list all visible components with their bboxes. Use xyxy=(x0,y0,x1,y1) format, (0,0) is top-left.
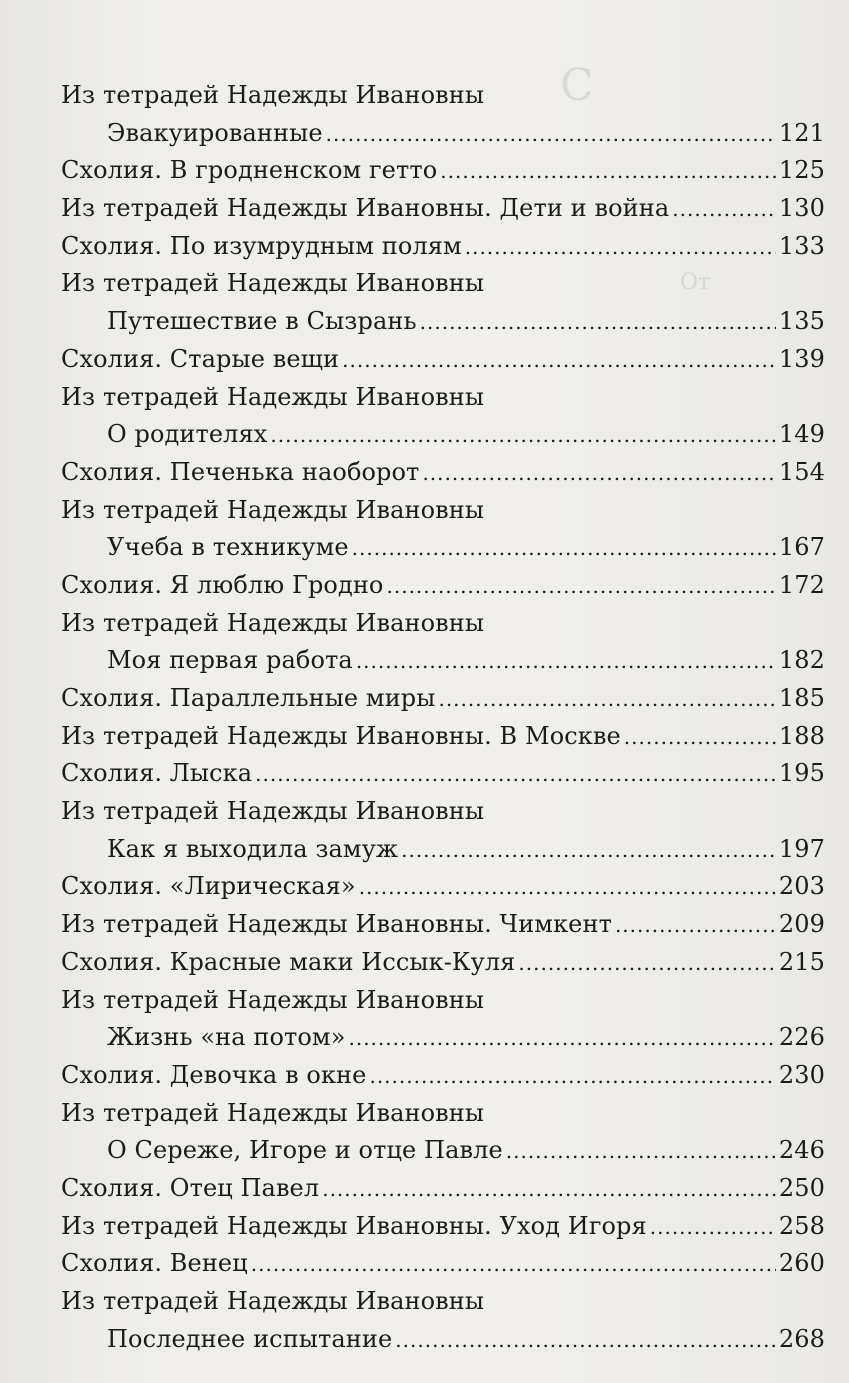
toc-page-number: 188 xyxy=(778,721,825,750)
toc-entry-title: Схолия. Лыска xyxy=(61,759,253,788)
toc-entry-title: Из тетрадей Надежды Ивановны. В Москве xyxy=(61,721,621,750)
toc-entry-title: Схолия. Красные маки Иссык-Куля xyxy=(61,947,516,976)
toc-entry xyxy=(61,1019,825,1057)
toc-entry-title: Из тетрадей Надежды Ивановны. Дети и война xyxy=(61,194,670,223)
toc-page-number: 133 xyxy=(778,231,825,260)
toc-page-number: 258 xyxy=(778,1211,825,1240)
toc-entry xyxy=(61,1321,825,1359)
toc-entry-title: Моя первая работа xyxy=(107,646,353,675)
toc-entry-title: Схолия. Отец Павел xyxy=(61,1173,320,1202)
toc-entry-title: Из тетрадей Надежды Ивановны xyxy=(61,81,485,109)
toc-entry xyxy=(61,1057,825,1095)
toc-entry xyxy=(61,115,825,153)
toc-page-number: 215 xyxy=(778,947,825,976)
show-through-text: С xyxy=(560,60,594,111)
toc-entry-title: Схолия. Я люблю Гродно xyxy=(61,570,384,599)
toc-page-number: 125 xyxy=(778,156,825,185)
toc-entry xyxy=(61,1208,825,1246)
toc-page-number: 226 xyxy=(778,1023,825,1052)
toc-page-number: 130 xyxy=(778,194,825,223)
toc-entry xyxy=(61,1170,825,1208)
toc-entry xyxy=(61,341,825,379)
toc-entry-title: Схолия. «Лирическая» xyxy=(61,872,356,901)
toc-entry xyxy=(61,228,825,266)
toc-page-number: 167 xyxy=(778,533,825,562)
toc-entry xyxy=(61,755,825,793)
toc-leader-dots xyxy=(251,1246,776,1284)
toc-leader-dots xyxy=(420,304,776,342)
toc-entry-title: Из тетрадей Надежды Ивановны xyxy=(61,269,485,298)
toc-entry xyxy=(61,152,825,190)
toc-leader-dots xyxy=(342,342,776,380)
toc-entry-title: Из тетрадей Надежды Ивановны xyxy=(61,495,485,524)
toc-entry-title: Учеба в техникуме xyxy=(107,533,349,562)
toc-leader-dots xyxy=(369,1058,775,1096)
toc-leader-dots xyxy=(672,191,776,229)
toc-page-number: 135 xyxy=(778,307,825,336)
toc-entry-title: О Сереже, Игоре и отце Павле xyxy=(107,1136,503,1165)
toc-page-number: 260 xyxy=(778,1249,825,1278)
toc-leader-dots xyxy=(401,832,776,870)
toc-leader-dots xyxy=(270,417,775,455)
toc-page-number: 185 xyxy=(778,684,825,712)
toc-entry-title: Схолия. Параллельные миры xyxy=(61,684,436,712)
toc-page-number: 197 xyxy=(778,834,825,863)
toc-leader-dots xyxy=(387,568,776,606)
toc-entry xyxy=(61,680,825,718)
toc-entry-title: Схолия. Девочка в окне xyxy=(61,1060,367,1089)
toc-entry xyxy=(61,1283,825,1321)
toc-page-number: 230 xyxy=(778,1060,825,1089)
toc-page-number: 203 xyxy=(778,872,825,901)
toc-entry xyxy=(61,416,825,454)
toc-entry xyxy=(61,77,825,115)
toc-leader-dots xyxy=(438,681,775,719)
toc-entry-title: Из тетрадей Надежды Ивановны. Уход Игоря xyxy=(61,1211,647,1240)
toc-leader-dots xyxy=(395,1322,776,1360)
toc-leader-dots xyxy=(624,719,776,757)
toc-entry xyxy=(61,190,825,228)
toc-entry-title: Как я выходила замуж xyxy=(107,834,399,863)
toc-entry xyxy=(61,379,825,417)
toc-page-number: 209 xyxy=(778,910,825,939)
toc-entry-title: Из тетрадей Надежды Ивановны. Чимкент xyxy=(61,910,612,939)
toc-entry-title: Из тетрадей Надежды Ивановны xyxy=(61,1098,485,1127)
toc-leader-dots xyxy=(356,643,776,681)
toc-entry-title: О родителях xyxy=(107,420,268,449)
toc-entry xyxy=(61,831,825,869)
toc-page-number: 250 xyxy=(778,1173,825,1202)
toc-entry xyxy=(61,605,825,643)
toc-entry-title: Схолия. Печенька наоборот xyxy=(61,457,420,486)
toc-entry-title: Схолия. Старые вещи xyxy=(61,344,340,373)
toc-page-number: 195 xyxy=(778,759,825,788)
toc-leader-dots xyxy=(326,116,776,154)
toc-entry-title: Из тетрадей Надежды Ивановны xyxy=(61,382,485,411)
toc-leader-dots xyxy=(255,756,776,794)
toc-entry xyxy=(61,1095,825,1133)
toc-entry-title: Схолия. В гродненском гетто xyxy=(61,156,438,185)
toc-page-number: 149 xyxy=(778,420,825,449)
toc-entry xyxy=(61,868,825,906)
toc-page-number: 154 xyxy=(778,457,825,486)
toc-entry xyxy=(61,303,825,341)
toc-leader-dots xyxy=(352,530,776,568)
toc-entry-title: Жизнь «на потом» xyxy=(107,1023,346,1052)
toc-entry xyxy=(61,454,825,492)
toc-entry xyxy=(61,265,825,303)
toc-entry xyxy=(61,718,825,756)
toc-leader-dots xyxy=(506,1133,776,1171)
toc-page-number: 121 xyxy=(778,118,825,147)
toc-leader-dots xyxy=(465,229,776,267)
toc-entry xyxy=(61,906,825,944)
toc-entry xyxy=(61,492,825,530)
toc-entry-title: Из тетрадей Надежды Ивановны xyxy=(61,797,485,826)
toc-page-number: 246 xyxy=(778,1136,825,1165)
toc-page-number: 182 xyxy=(778,646,825,675)
toc-entry-title: Эвакуированные xyxy=(107,118,323,147)
toc-leader-dots xyxy=(322,1171,776,1209)
show-through-text: От xyxy=(680,270,711,295)
toc-entry-title: Путешествие в Сызрань xyxy=(107,307,417,336)
toc-entry xyxy=(61,982,825,1020)
toc-entry xyxy=(61,529,825,567)
toc-page-number: 172 xyxy=(778,570,825,599)
toc-entry-title: Последнее испытание xyxy=(107,1324,393,1353)
toc-page-number: 139 xyxy=(778,344,825,373)
toc-entry xyxy=(61,1132,825,1170)
toc-page-number: 268 xyxy=(778,1324,825,1353)
toc-leader-dots xyxy=(359,869,776,907)
toc-entry xyxy=(61,642,825,680)
toc-entry xyxy=(61,1245,825,1283)
toc-entry-title: Из тетрадей Надежды Ивановны xyxy=(61,1287,485,1315)
toc-leader-dots xyxy=(440,153,776,191)
toc-entry-title: Схолия. По изумрудным полям xyxy=(61,231,462,260)
toc-entry xyxy=(61,944,825,982)
toc-entry-title: Из тетрадей Надежды Ивановны xyxy=(61,985,485,1014)
toc-leader-dots xyxy=(518,945,775,983)
toc-leader-dots xyxy=(615,907,776,945)
toc-leader-dots xyxy=(348,1020,775,1058)
toc-entry xyxy=(61,793,825,831)
toc-entry-title: Схолия. Венец xyxy=(61,1249,248,1278)
toc-entry-title: Из тетрадей Надежды Ивановны xyxy=(61,608,485,637)
toc-leader-dots xyxy=(422,455,775,493)
toc-entry xyxy=(61,567,825,605)
toc-leader-dots xyxy=(650,1209,776,1247)
table-of-contents xyxy=(61,77,825,1358)
